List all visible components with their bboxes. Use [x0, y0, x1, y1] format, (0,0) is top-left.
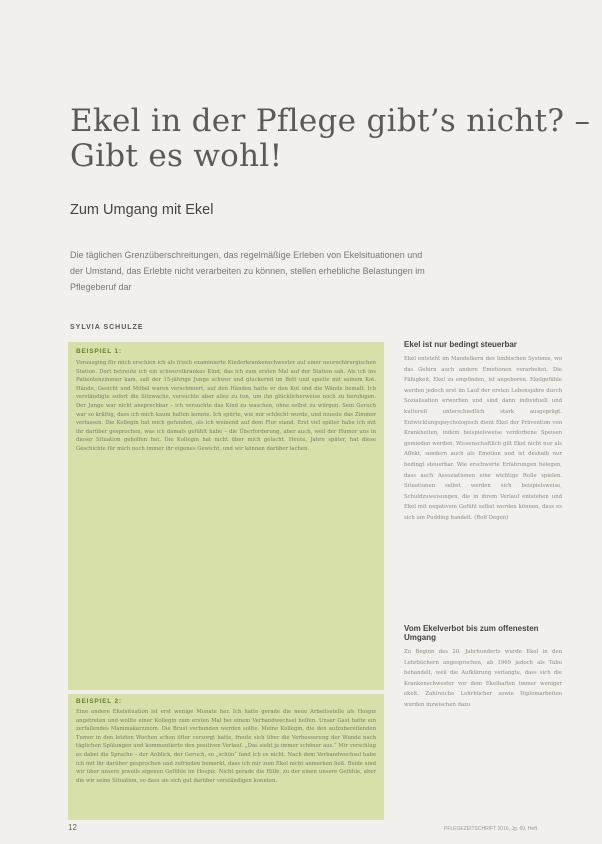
author: SYLVIA SCHULZE [70, 324, 144, 331]
example-1-text: Vorausging für mich erschien ich als frisch examinierte Kinderkrankenschwester auf einer neurochirurgischen Station. Dort betreute ich ein schwerstkrankes Kind, das ich zum ersten Mal auf der Station sah. Als ich ins Patientenzimmer kam, saß der 15-jährige Junge schwer und gluckernd im Bett und spielte mit seinem Kot. Hände, Gesicht und Möbel waren verschmiert, auf den Händen hatte er den Kot und die Wände bemalt. Ich verständigte sofort die Sitzwache, versuchte aber alles zu tun, um ihn glücklicherweise noch zu beruhigen. Der Junge war nicht ansprechbar – ich versuchte das Kind zu waschen, ohne selbst zu würgen. Sein Geruch war so kräftig, dass ich mich kaum halten konnte. Ich spürte, wie mir schlecht wurde, und musste das Zimmer verlassen. Die Kollegin hat mich gefunden, als ich weinend auf dem Flur stand. Erst viel später habe ich mit ihr darüber gesprochen, was ich damals gefühlt habe – die Überforderung, aber auch, weil der Humor uns in dieser Situation geholfen hat. Die Kollegin hat nicht über mich gelacht. Heute, Jahre später, hat diese Geschichte für mich noch immer ihr eigenes Gewicht, und wir können darüber lachen. [76, 360, 376, 452]
example-1-box [68, 342, 384, 690]
sidebar-heading-2: Vom Ekelverbot bis zum offenesten Umgang [404, 624, 539, 642]
journal-footer: PFLEGEZEITSCHRIFT 2016, Jg. 69, Heft [444, 826, 537, 832]
page-number: 12 [68, 823, 77, 832]
sidebar-text-1: Ekel entsteht im Mandelkern des limbischen Systems, wo das Gehirn auch andere Emotionen verarbeitet. Die Fähigkeit, Ekel zu empfinden, ist angeboren. Ekelgefühle werden jedoch erst im Lauf der ersten Lebensjahre durch Sozialisation erworben und sind dann individuell und kulturell unterschiedlich stark ausgeprägt. Entwicklungspsychologisch dient Ekel der Prävention von Krankheiten, indem beispielsweise verdorbene Speisen gemieden werden. Wissenschaftlich gilt Ekel nicht nur als Affekt, sondern auch als Emotion und ist deshalb nur bedingt steuerbar. Wie erschwerte Erfahrungen belegen, dass auch Assoziationen eine wichtige Rolle spielen. Situationen selbst werden sich beispielsweise, Schuldzuweisungen, die in ihrem Verlauf entstehen und Ekel mit negativem Gefühl selbst werden können, dass es sich um Pudding handelt. (Rolf Degen) [404, 356, 562, 521]
example-2-box [68, 694, 384, 820]
example-1-label: BEISPIEL 1: [76, 348, 122, 355]
subtitle: Zum Umgang mit Ekel [70, 202, 214, 218]
example-2-label: BEISPIEL 2: [76, 698, 122, 705]
sidebar-column [404, 340, 562, 767]
sidebar-heading-1: Ekel ist nur bedingt steuerbar [404, 340, 517, 349]
lead-paragraph: Die täglichen Grenzüberschreitungen, das regelmäßige Erleben von Ekelsituationen und der Umstand, das Erlebte nicht verarbeiten zu können, stellen erhebliche Belastungen im Pflegeberuf dar [70, 250, 425, 292]
sidebar-text-2: Zu Beginn des 20. Jahrhunderts wurde Ekel in den Lehrbüchern angesprochen, ab 1969 jedoch als Tabu behandelt, weil die Aufklärung verlangte, dass sich die Krankenschwester vor dem Ekelhaften immer weniger ekelt. Zahlreiche Lehrbücher sowie Diplomarbeiten wurden inzwischen dazu [404, 649, 562, 708]
page-title [70, 103, 591, 174]
example-2-text: Eine andere Ekelsituation ist erst wenige Monate her. Ich hatte gerade die neue Arbeitsstelle als Hospiz angetreten und wollte einer Kollegin zum ersten Mal bei einem Verbandwechsel helfen. Unser Gast hatte ein zerfallendes Mammakarzinom. Die Brust verbunden werden sollte. Meine Kollegin, die den aufzubereitenden Tumor in den letzten Wochen schon öfter versorgt hatte, freute sich über die Verbesserung der Wunde nach täglichen Spülungen und kommentierte den positiven Verlauf. „Das sieht ja immer schöner aus.“ Mir verschlug es dabei die Sprache – der Anblick, der Geruch, so „schön“ fand ich es nicht. Nach dem Verbandwechsel habe ich mit ihr darüber gesprochen und zufrieden bemerkt, dass ich mir zum Ekel nicht anmerken ließ. Beide sind wir über unsere jeweils eigenen Gefühle im Hospiz. Nicht gerade die Hilfe, zu der einen unsere Gefühle, aber die wir seine Situation, so dass sie sich gut darüber verständigen konnten. [76, 709, 376, 784]
title-line-2: Gibt es wohl! [70, 138, 283, 174]
title-line-1: Ekel in der Pflege gibt’s nicht? – [70, 103, 591, 139]
